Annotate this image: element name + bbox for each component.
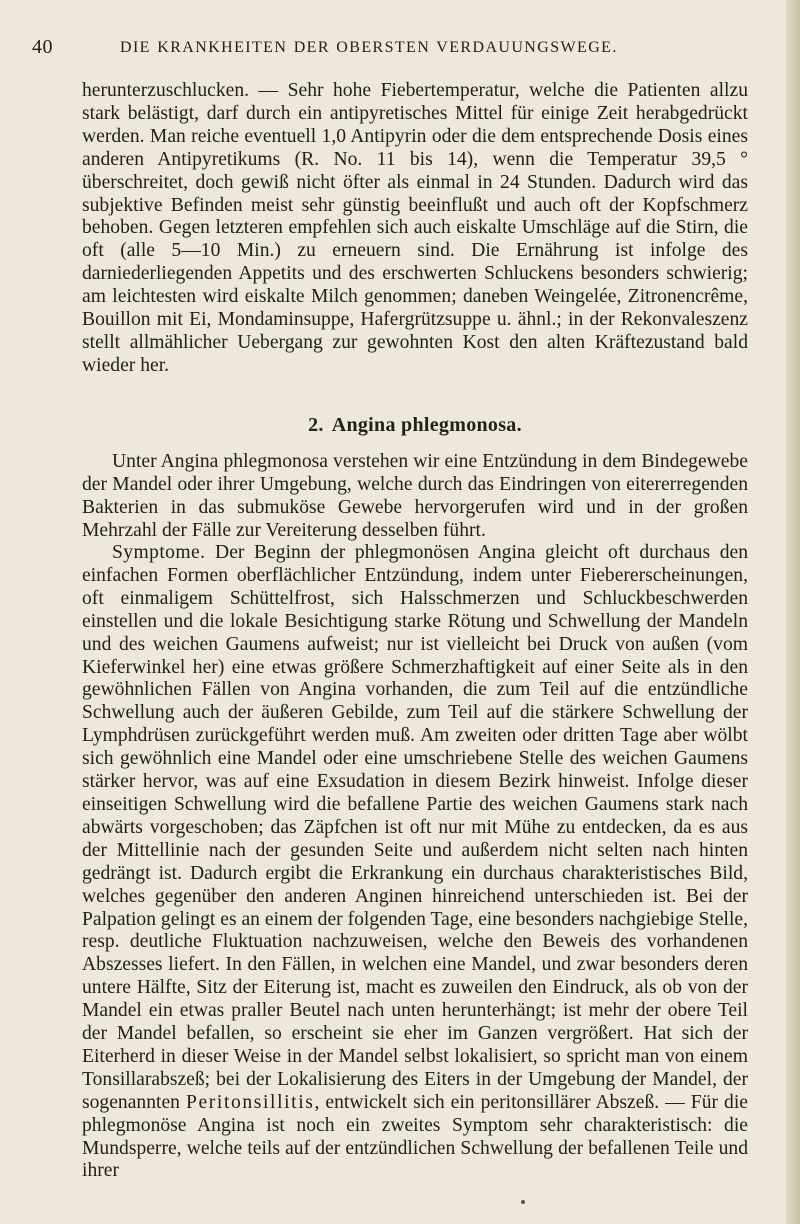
section-heading [82, 414, 748, 437]
symptoms-body-1: Der Beginn der phlegmonösen Angina gleicht oft durchaus den einfachen Formen oberflächlicher Entzündung, indem unter Fiebererscheinungen, oft einmaligem Schüttelfrost, sich Halsschmerzen und Schluckbeschwerden einstellen und die lokale Besichtigung starke Rötung und Schwellung der Mandeln und des weichen Gaumens aufweist; nur ist vielleicht bei Druck von außen (vom Kieferwinkel her) eine etwas größere Schmerzhaftigkeit auf einer Seite als in den gewöhnlichen Fällen von Angina vorhanden, die zum Teil auf die entzündliche Schwellung auch der äußeren Gebilde, zum Teil auf die stärkere Schwellung der Lymphdrüsen zurückgeführt werden muß. Am zweiten oder dritten Tage aber wölbt sich gewöhnlich eine Mandel oder eine umschriebene Stelle des weichen Gaumens stärker hervor, was auf eine Exsudation in diesem Bezirk hinweist. Infolge dieser einseitigen Schwellung wird die befallene Partie des weichen Gaumens stark nach abwärts vorgeschoben; das Zäpfchen ist oft nur mit Mühe zu entdecken, da es aus der Mittellinie nach der gesunden Seite und außerdem nicht selten nach hinten gedrängt ist. Dadurch ergibt die Erkrankung ein durchaus charakteristisches Bild, welches gegenüber den anderen Anginen hinreichend unterschieden ist. Bei der Palpation gelingt es an einem der folgenden Tage, eine besonders nachgiebige Stelle, resp. deutliche Fluktuation nachzuweisen, welche den Beweis des vorhandenen Abszesses liefert. In den Fällen, in welchen eine Mandel, und zwar besonders deren untere Hälfte, Sitz der Eiterung ist, macht es zuweilen den Eindruck, als ob von der Mandel ein etwas praller Beutel nach unten herunterhängt; ist mehr der obere Teil der Mandel befallen, so erscheint sie eher im Ganzen vergrößert. Hat sich der Eiterherd in dieser Weise in der Mandel selbst lokalisiert, so spricht man von einem Tonsillarabszeß; bei der Lokalisierung des Eiters in der Umgebung der Mandel, der sogenannten [82, 542, 748, 1113]
paragraph-symptoms [82, 542, 748, 1183]
term-peritonsillitis: Peritonsillitis [185, 1091, 315, 1113]
symptoms-lead: Symptome. [112, 542, 206, 563]
running-head: DIE KRANKHEITEN DER OBERSTEN VERDAUUNGSWEGE. [120, 39, 618, 56]
ink-speck [521, 1200, 525, 1204]
paragraph-text [82, 542, 748, 1183]
section-number: 2. [308, 414, 324, 436]
symptoms-body-2: , entwickelt sich ein peritonsillärer Abszeß. — Für die phlegmonöse Angina ist noch ein zweites Symptom sehr charakteristisch: die Mundsperre, welche teils auf der entzündlichen Schwellung der befallenen Teile und ihrer [82, 1091, 748, 1182]
page-header [32, 36, 744, 64]
section-title: Angina phlegmonosa. [331, 414, 522, 436]
paragraph-definition [82, 451, 748, 543]
paragraph-text: herunterzuschlucken. — Sehr hohe Fiebertemperatur, welche die Patienten allzu stark belästigt, darf durch ein antipyretisches Mittel für einige Zeit herabgedrückt werden. Man reiche eventuell 1,0 Antipyrin oder die dem entsprechende Dosis eines anderen Antipyretikums (R. No. 11 bis 14), wenn die Temperatur 39,5 ° überschreitet, doch gewiß nicht öfter als einmal in 24 Stunden. Dadurch wird das subjektive Befinden meist sehr günstig beeinflußt und auch oft der Kopfschmerz behoben. Gegen letzteren empfehlen sich auch eiskalte Umschläge auf die Stirn, die oft (alle 5—10 Min.) zu erneuern sind. Die Ernährung ist infolge des darniederliegenden Appetits und des erschwerten Schluckens besonders schwierig; am leichtesten wird eiskalte Milch genommen; daneben Weingelée, Zitronencrême, Bouillon mit Ei, Mondaminsuppe, Hafergrützsuppe u. ähnl.; in der Rekonvaleszenz stellt allmählicher Uebergang zur gewohnten Kost den alten Kräftezustand bald wieder her. [82, 80, 748, 376]
paragraph-continuation [82, 80, 748, 378]
page-edge [786, 0, 800, 1224]
paragraph-text: Unter Angina phlegmonosa verstehen wir eine Entzündung in dem Bindegewebe der Mandel oder ihrer Umgebung, welche durch das Eindringen von eitererregenden Bakterien in das submuköse Gewebe hervorgerufen wird und in der großen Mehrzahl der Fälle zur Vereiterung desselben führt. [82, 451, 748, 541]
page-number: 40 [32, 36, 53, 58]
